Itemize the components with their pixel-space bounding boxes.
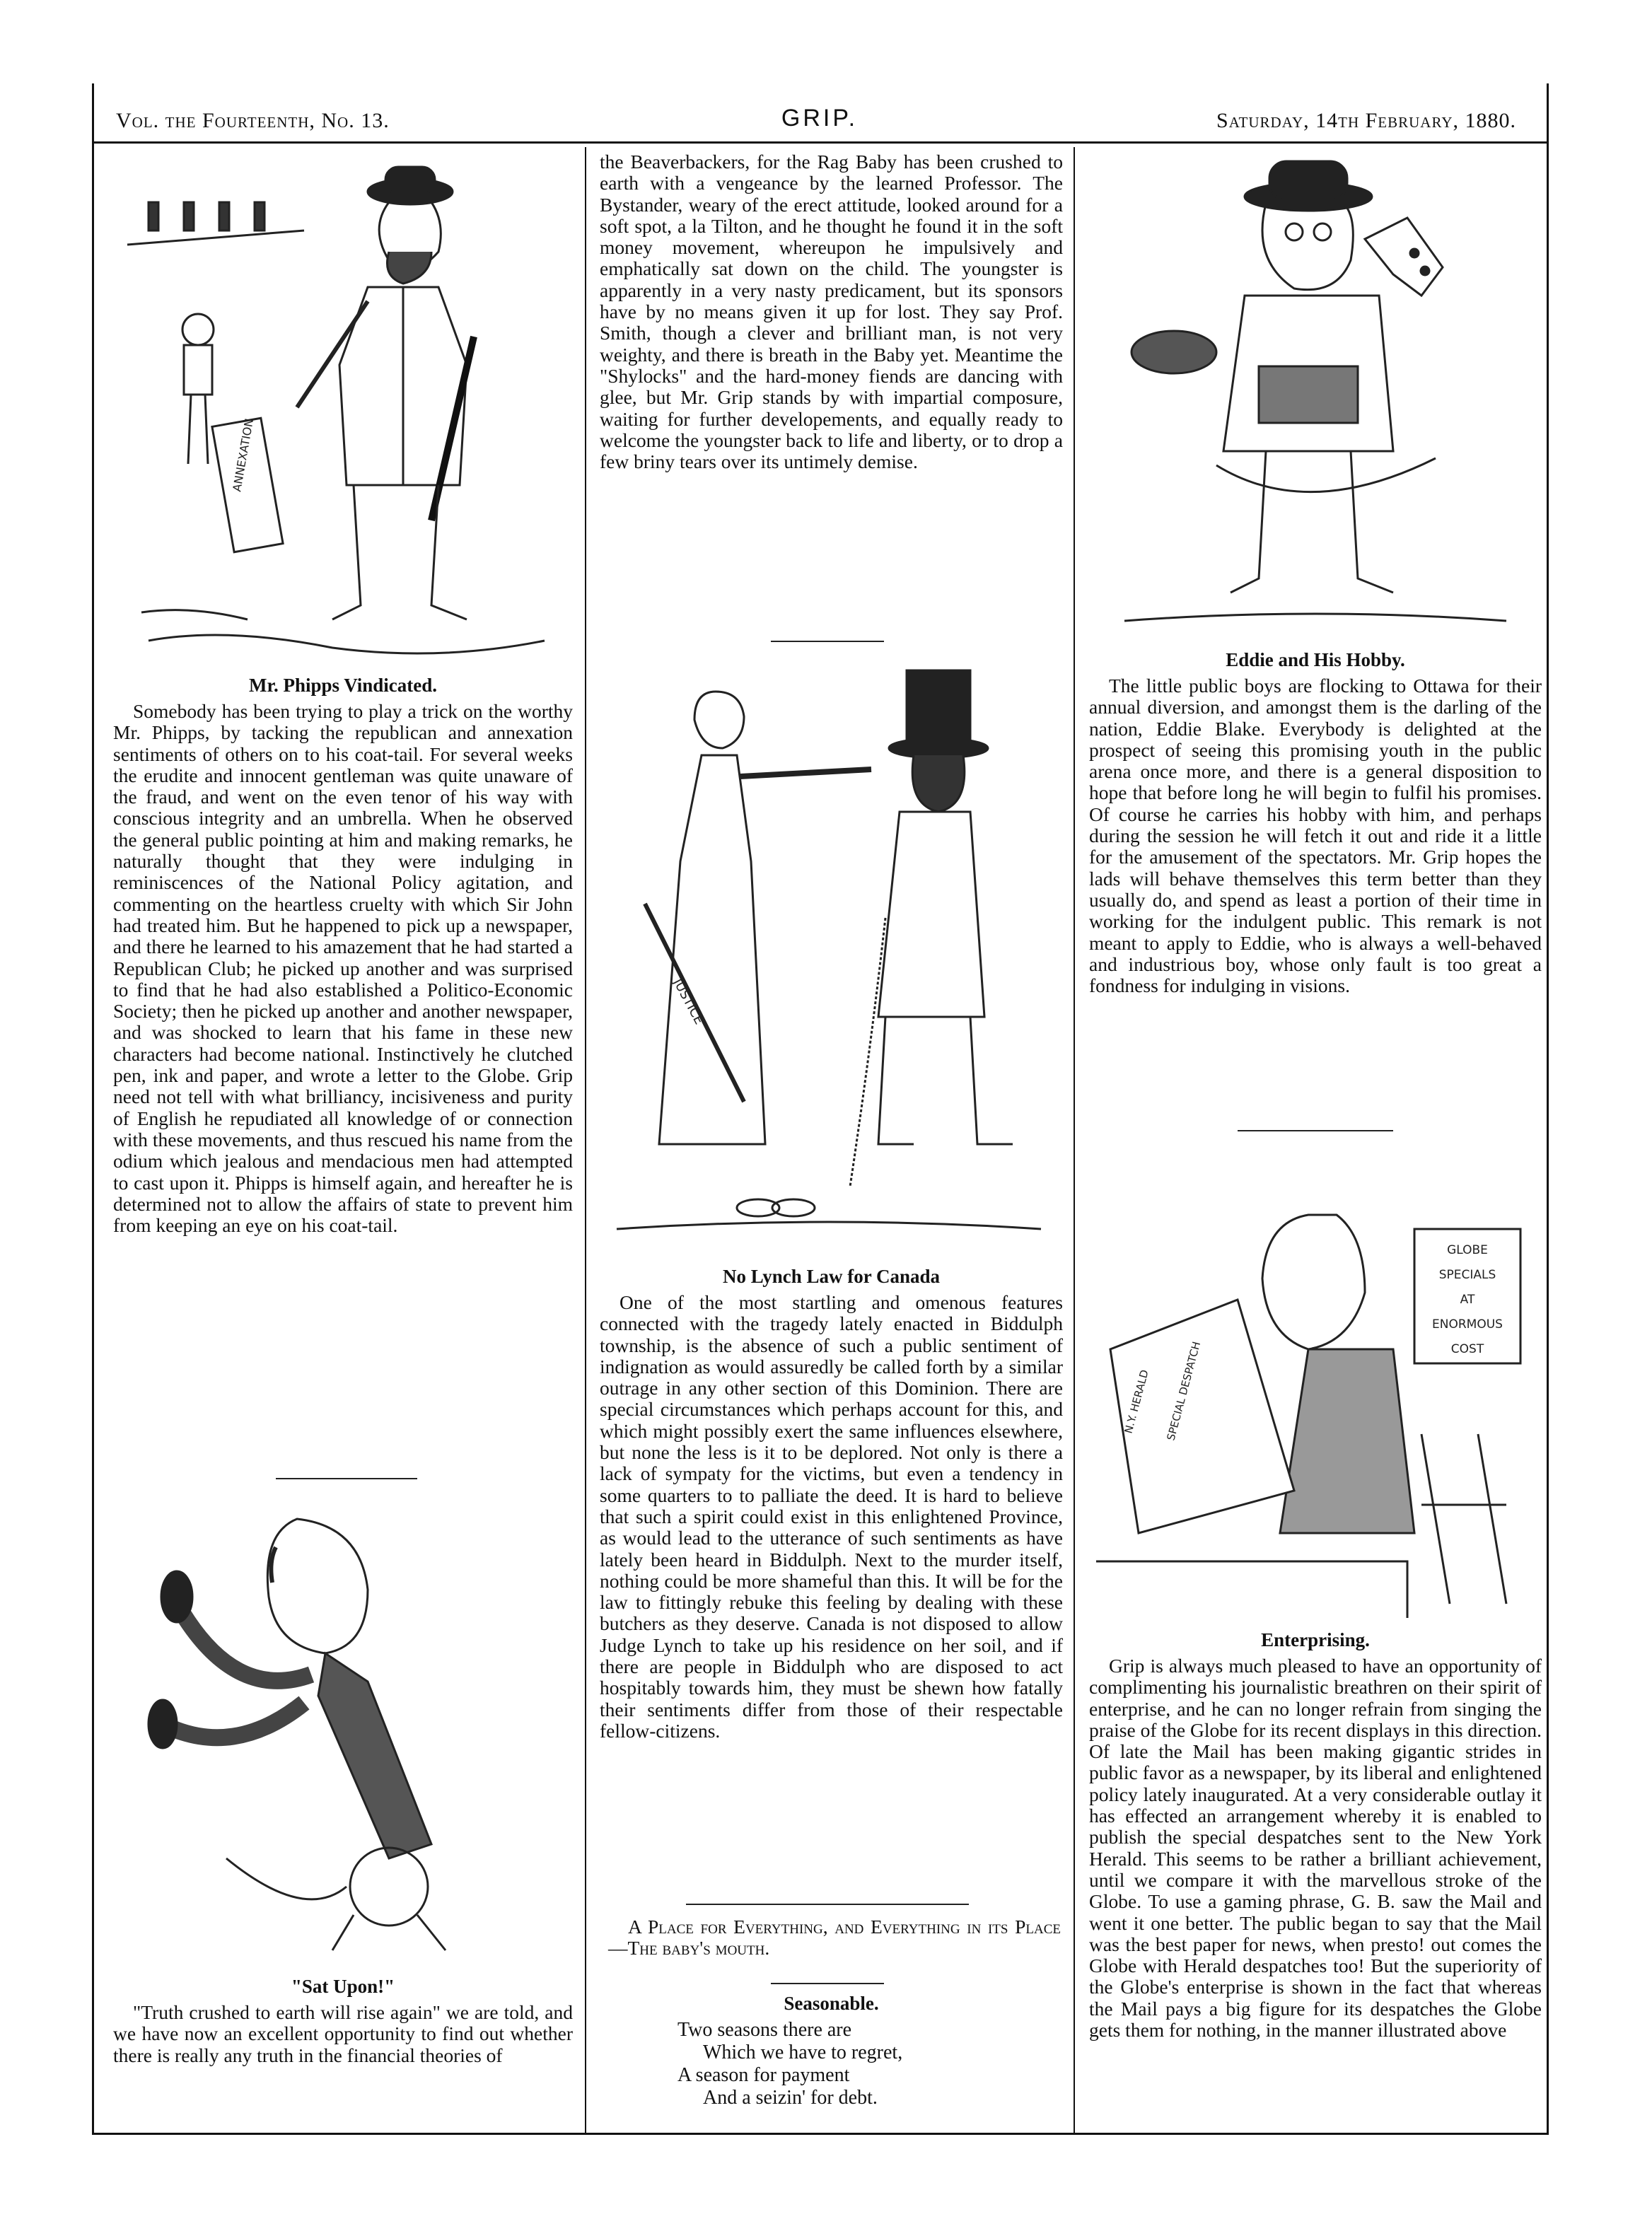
article-phipps [113, 675, 573, 1236]
article-title: "Sat Upon!" [291, 1976, 395, 1997]
header-rule [92, 141, 1549, 144]
article-continued [600, 151, 1063, 472]
issue-date: Saturday, 14th February, 1880. [1216, 109, 1516, 132]
phipps-cartoon [120, 153, 559, 662]
page-border-bottom [92, 2133, 1549, 2135]
page-border-left [92, 83, 94, 2134]
sat-upon-cartoon [134, 1491, 559, 1964]
masthead [102, 95, 1537, 137]
sign-line: SPECIALS [1438, 1268, 1496, 1282]
article-title: Enterprising. [1261, 1629, 1370, 1650]
sword-label: JUSTICE [670, 976, 707, 1027]
eddie-illustration [1110, 154, 1520, 635]
poem-seasonable [600, 1993, 1063, 2109]
squib [608, 1916, 1061, 1959]
article-lynch-law [600, 1266, 1063, 1742]
squib-text: A Place for Everything, and Everything in its Place—The baby's mouth. [608, 1916, 1061, 1959]
enterprising-cartoon [1082, 1137, 1542, 1618]
paper-label: SPECIAL DESPATCH [1164, 1340, 1204, 1443]
article-eddie [1089, 649, 1542, 996]
sign-line: AT [1460, 1293, 1475, 1307]
lynch-law-cartoon [603, 649, 1055, 1257]
column-rule-2 [1074, 147, 1075, 2133]
phipps-illustration [120, 153, 559, 662]
page-border-right [1547, 83, 1549, 2134]
article-title: Mr. Phipps Vindicated. [248, 675, 438, 696]
paper-label: N.Y. HERALD [1122, 1368, 1151, 1435]
section-divider [686, 1904, 969, 1905]
sign-line: ENORMOUS [1432, 1317, 1503, 1332]
section-divider [771, 1983, 884, 1984]
article-body: Grip is always much pleased to have an opportunity of complimenting his journalistic breathren on their spirit of enterprise, and he can no longer refrain from singing the praise of the Globe for its recent displays in this direction. Of late the Mail has been making gigantic strides in public favor as a newspaper, by its liberal and enlightened policy lately inaugurated. At a very considerable outlay it has effected an arrangement whereby it is enabled to publish the special despatches sent to the New York Herald. This seems to be rather a brilliant achievement, until we compare it with the marvellous stroke of the Globe. To use a gaming phrase, G. B. saw the Mail and went it one better. The public began to say that the Mail was the best paper for news, when presto! out comes the Globe with Herald despatches too! But the superiority of the Globe's enterprise is shown in the fact that whereas the Mail pays a big figure for its despatches the Globe gets them for nothing, in the manner illustrated above [1089, 1655, 1542, 2042]
sign-line: GLOBE [1447, 1243, 1488, 1257]
poem-body [600, 2019, 1063, 2109]
article-title: Eddie and His Hobby. [1226, 649, 1405, 670]
sign-line: COST [1450, 1342, 1484, 1356]
poem-line: And a seizin' for debt. [703, 2087, 878, 2109]
lynch-law-illustration [603, 649, 1055, 1257]
poem-line: Which we have to regret, [703, 2042, 903, 2063]
section-divider [771, 641, 884, 642]
section-divider [276, 1478, 417, 1479]
enterprising-illustration [1082, 1137, 1542, 1618]
article-body: "Truth crushed to earth will rise again" we are told, and we have now an excellent opportunity to find out whether there is really any truth in the financial theories of [113, 2001, 573, 2066]
article-enterprising [1089, 1629, 1542, 2041]
eddie-cartoon [1110, 154, 1520, 635]
section-divider [1238, 1130, 1393, 1131]
article-body: the Beaverbackers, for the Rag Baby has been crushed to earth with a vengeance by the learned Professor. The Bystander, weary of the erect attitude, looked around for a soft spot, a la Tilton, and he thought he found it in the soft money movement, whereupon he impulsively and emphatically sat down on the child. The youngster is apparently in a very nasty predicament, but its sponsors have by no means given it up for lost. They say Prof. Smith, though a clever and brilliant man, is not very weighty, and there is breath in the Baby yet. Meantime the "Shylocks" and the hard-money fiends are dancing with glee, but Mr. Grip stands by with impartial composure, waiting for further developements, and equally ready to welcome the youngster back to life and liberty, or to drop a few briny tears over its untimely demise. [600, 151, 1063, 473]
newspaper-page [92, 83, 1549, 2134]
poem-line: Two seasons there are [677, 2019, 852, 2041]
poem-title: Seasonable. [784, 1993, 879, 2014]
svg-text:ANNEXATION: ANNEXATION [230, 417, 257, 493]
masthead-title: GRIP. [781, 105, 859, 132]
article-body: One of the most startling and omenous features connected with the tragedy lately enacted in Biddulph township, is the absence of such a public sentiment of indignation as would assuredly be called forth by a similar outrage in any other section of this Dominion. There are special circumstances which perhaps account for this, and which might possibly exert the same influences elsewhere, but none the less is it to be deplored. Not only is there a lack of sympaty for the victims, but even a tendency in some quarters to to palliate the deed. It is hard to believe that such a spirit could exist in this enlightened Province, as would lead to the utterance of such sentiments as have lately been heard in Biddulph. Next to the murder itself, nothing could be more shameful than this. It will be for the law to fittingly rebuke this feeling by dealing with these butchers as they deserve. Canada is not disposed to allow Judge Lynch to take up his residence on her soil, and if there are people in Biddulph who are disposed to act hospitably towards him, they must be shewn how fatally their sentiments differ from those of their respectable fellow-citizens. [600, 1291, 1063, 1742]
article-title: No Lynch Law for Canada [722, 1266, 941, 1287]
sat-upon-illustration [134, 1491, 559, 1964]
article-body: Somebody has been trying to play a trick on the worthy Mr. Phipps, by tacking the republican and annexation sentiments of others on to his coat-tail. For several weeks the erudite and innocent gentleman was quite unaware of the fraud, and went on the even tenor of his way with conscious integrity and an umbrella. When he observed the general public pointing at him and making remarks, he naturally thought that they were indulging in reminiscences of the National Policy agitation, and commenting on the heartless cruelty with which Sir John had treated him. But he happened to pick up a newspaper, and there he learned to his amazement that he had started a Republican Club; he picked up another and was surprised to find that he had also established a Politico-Economic Society; then he picked up another and another newspaper, and was shocked to learn that his fame in these new characters had become national. Instinctively he clutched pen, ink and paper, and wrote a letter to the Globe. Grip need not tell with what brilliancy, incisiveness and purity of English he repudiated all knowledge of or connection with these movements, and thus rescued his name from the odium which jealous and mendacious men had attempted to cast upon it. Phipps is himself again, and hereafter he is determined not to allow the affairs of state to prevent him from keeping an eye on his coat-tail. [113, 700, 573, 1237]
article-body: The little public boys are flocking to Ottawa for their annual diversion, and amongst them is the darling of the nation, Eddie Blake. Everybody is delighted at the prospect of seeing this promising youth in the public arena once more, and there is a general disposition to hope that before long he will begin to fulfil his promises. Of course he carries his hobby with him, and perhaps during the session he will fetch it out and ride it a little for the amusement of the spectators. Mr. Grip hopes the lads will behave themselves this term better than they usually do, and spend as least a portion of their time in working for the indulgent public. This remark is not meant to apply to Eddie, who is always a well-behaved and industrious boy, whose only fault is too great a fondness for indulging in visions. [1089, 675, 1542, 997]
article-sat-upon [113, 1976, 573, 2066]
volume-number: Vol. the Fourteenth, No. 13. [116, 109, 390, 132]
poem-line: A season for payment [677, 2064, 850, 2086]
column-rule-1 [585, 147, 586, 2133]
